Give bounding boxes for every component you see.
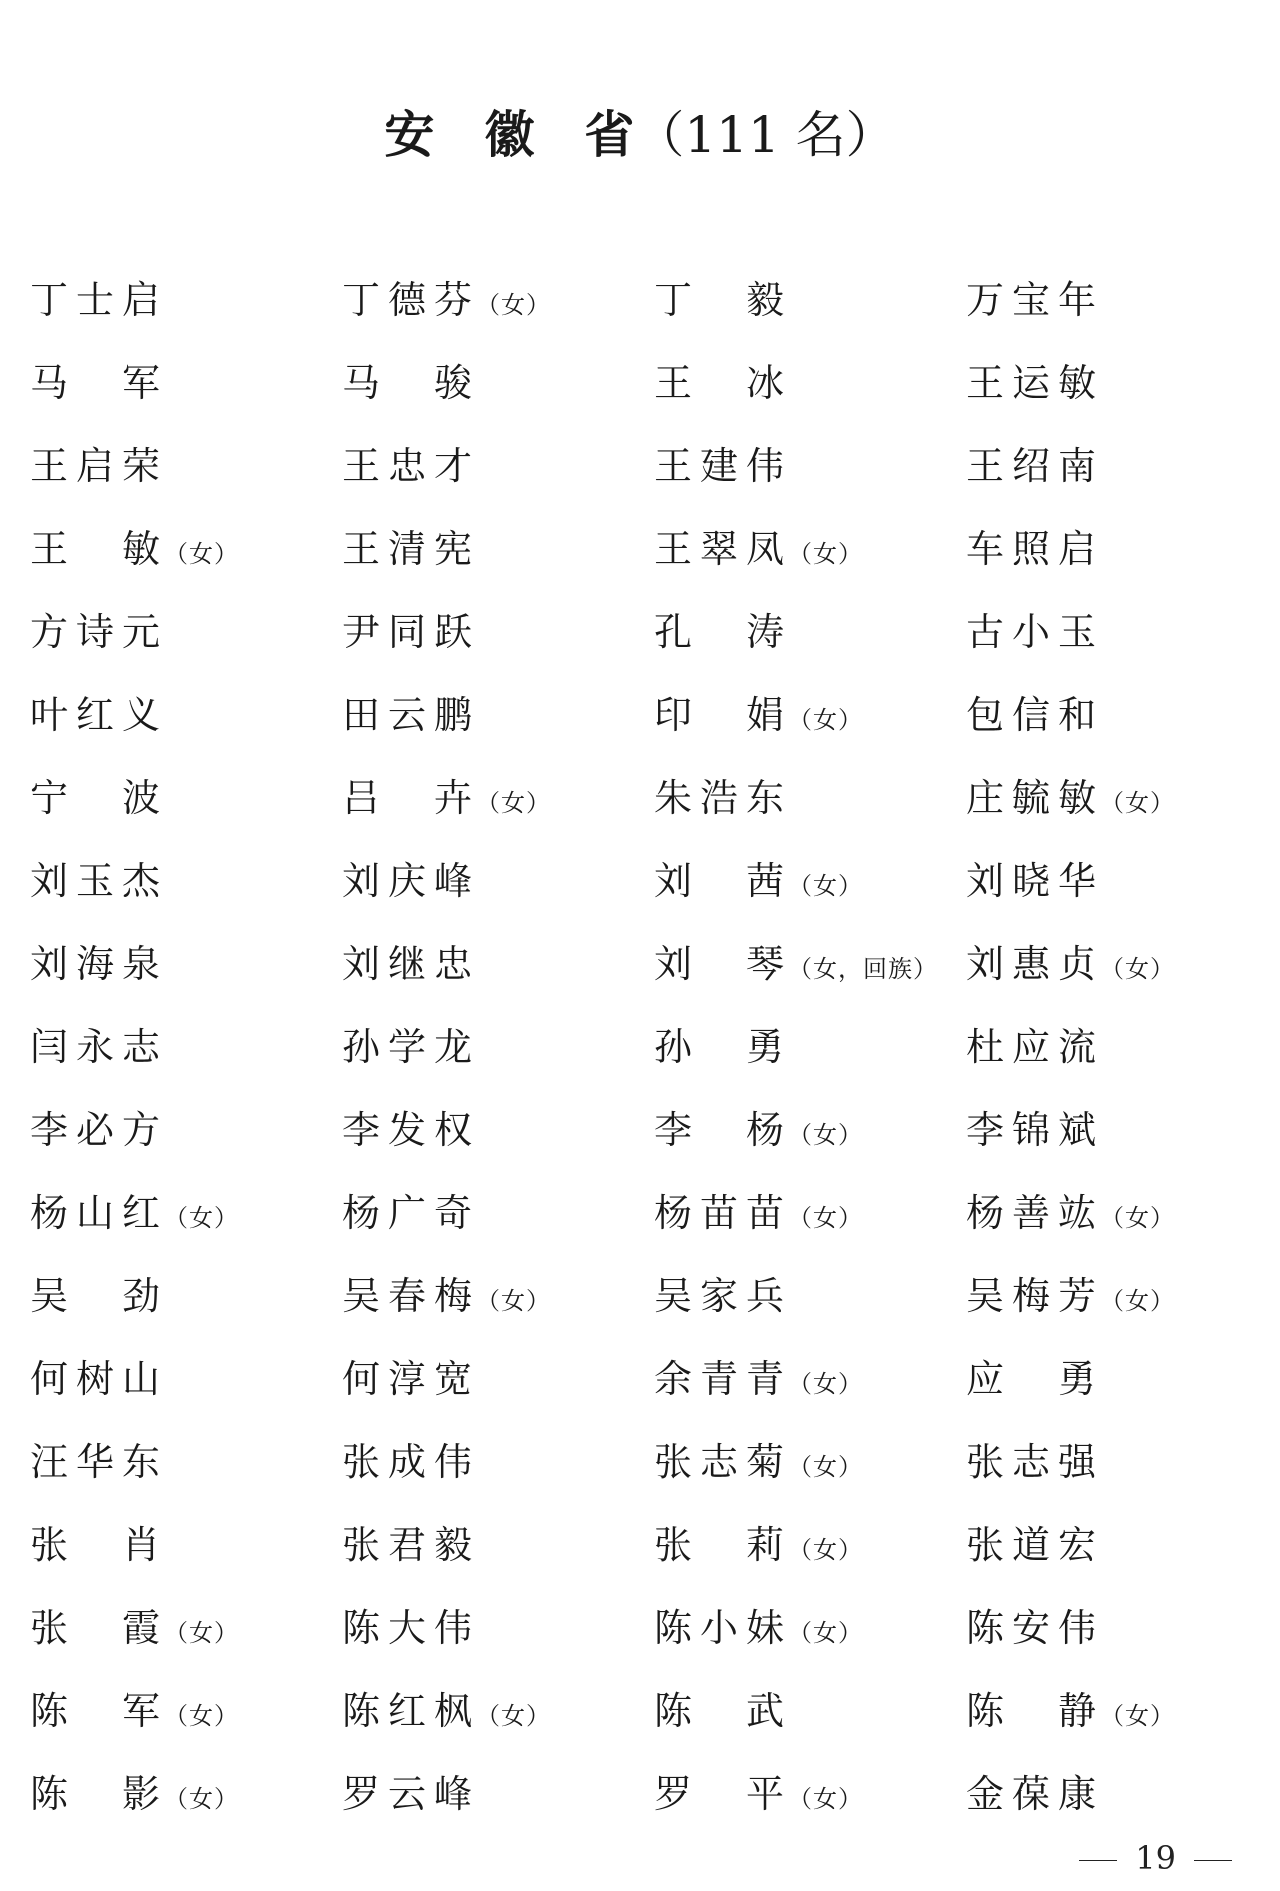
person-name: 吕 卉 bbox=[342, 776, 481, 820]
list-item bbox=[966, 353, 1250, 436]
person-name: 张 肖 bbox=[30, 1523, 169, 1567]
person-note: （女） bbox=[1100, 1204, 1176, 1232]
person-name: 张志强 bbox=[966, 1440, 1105, 1484]
list-item bbox=[966, 1349, 1250, 1432]
person-name: 刘海泉 bbox=[30, 942, 169, 986]
list-item bbox=[654, 1183, 966, 1266]
person-name: 杜应流 bbox=[966, 1025, 1105, 1069]
list-item bbox=[342, 436, 654, 519]
list-item bbox=[30, 270, 342, 353]
person-note: （女） bbox=[1100, 955, 1176, 983]
list-item bbox=[30, 1432, 342, 1515]
name-list bbox=[30, 270, 1250, 1847]
person-note: （女） bbox=[1100, 1702, 1176, 1730]
list-item bbox=[30, 1017, 342, 1100]
list-item bbox=[654, 1515, 966, 1598]
person-name: 何淳宽 bbox=[342, 1357, 481, 1401]
person-name: 陈安伟 bbox=[966, 1606, 1105, 1650]
list-item bbox=[30, 934, 342, 1017]
person-name: 刘玉杰 bbox=[30, 859, 169, 903]
person-name: 王 敏 bbox=[30, 527, 169, 571]
list-item bbox=[966, 851, 1250, 934]
list-item bbox=[654, 436, 966, 519]
list-item bbox=[342, 1349, 654, 1432]
person-name: 王忠才 bbox=[342, 444, 481, 488]
list-item bbox=[342, 353, 654, 436]
person-note: （女） bbox=[164, 1204, 240, 1232]
person-note: （女） bbox=[476, 1702, 552, 1730]
person-name: 丁士启 bbox=[30, 278, 169, 322]
person-name: 陈红枫 bbox=[342, 1689, 481, 1733]
person-note: （女） bbox=[788, 1536, 864, 1564]
person-note: （女） bbox=[1100, 1287, 1176, 1315]
list-item bbox=[966, 934, 1250, 1017]
list-item bbox=[966, 685, 1250, 768]
list-item bbox=[966, 1100, 1250, 1183]
person-name: 孔 涛 bbox=[654, 610, 793, 654]
person-name: 刘 茜 bbox=[654, 859, 793, 903]
person-note: （女） bbox=[788, 706, 864, 734]
list-item bbox=[30, 602, 342, 685]
person-name: 陈 武 bbox=[654, 1689, 793, 1733]
page-title bbox=[0, 100, 1280, 170]
person-name: 张 莉 bbox=[654, 1523, 793, 1567]
person-name: 宁 波 bbox=[30, 776, 169, 820]
list-item bbox=[966, 1764, 1250, 1847]
delegate-count: （111 名） bbox=[634, 106, 896, 164]
person-note: （女） bbox=[476, 291, 552, 319]
list-item bbox=[342, 602, 654, 685]
list-item bbox=[342, 685, 654, 768]
list-item bbox=[342, 1681, 654, 1764]
person-name: 陈小妹 bbox=[654, 1606, 793, 1650]
person-note: （女） bbox=[164, 1702, 240, 1730]
list-item bbox=[342, 768, 654, 851]
list-item bbox=[30, 1183, 342, 1266]
list-item bbox=[654, 1100, 966, 1183]
person-name: 杨广奇 bbox=[342, 1191, 481, 1235]
list-item bbox=[654, 851, 966, 934]
person-name: 吴春梅 bbox=[342, 1274, 481, 1318]
list-item bbox=[342, 934, 654, 1017]
person-note: （女） bbox=[788, 540, 864, 568]
list-item bbox=[30, 685, 342, 768]
list-item bbox=[342, 1100, 654, 1183]
list-item bbox=[30, 1681, 342, 1764]
list-item bbox=[30, 519, 342, 602]
list-item bbox=[342, 1764, 654, 1847]
list-item bbox=[654, 685, 966, 768]
person-name: 万宝年 bbox=[966, 278, 1105, 322]
list-item bbox=[654, 768, 966, 851]
list-item bbox=[342, 1432, 654, 1515]
list-item bbox=[30, 1266, 342, 1349]
list-item bbox=[30, 1349, 342, 1432]
person-name: 陈大伟 bbox=[342, 1606, 481, 1650]
person-name: 尹同跃 bbox=[342, 610, 481, 654]
person-name: 陈 军 bbox=[30, 1689, 169, 1733]
list-item bbox=[654, 270, 966, 353]
person-name: 田云鹏 bbox=[342, 693, 481, 737]
page-number: 19 bbox=[1135, 1839, 1176, 1877]
person-note: （女） bbox=[788, 1785, 864, 1813]
person-name: 王 冰 bbox=[654, 361, 793, 405]
person-name: 朱浩东 bbox=[654, 776, 793, 820]
list-item bbox=[966, 1515, 1250, 1598]
person-name: 王清宪 bbox=[342, 527, 481, 571]
person-name: 孙 勇 bbox=[654, 1025, 793, 1069]
person-name: 张成伟 bbox=[342, 1440, 481, 1484]
person-note: （女） bbox=[476, 789, 552, 817]
person-name: 罗 平 bbox=[654, 1772, 793, 1816]
list-item bbox=[966, 1598, 1250, 1681]
person-name: 丁德芬 bbox=[342, 278, 481, 322]
person-name: 罗云峰 bbox=[342, 1772, 481, 1816]
person-name: 车照启 bbox=[966, 527, 1105, 571]
list-item bbox=[30, 1515, 342, 1598]
list-item bbox=[30, 1100, 342, 1183]
person-name: 吴 劲 bbox=[30, 1274, 169, 1318]
list-item bbox=[654, 934, 966, 1017]
list-item bbox=[966, 519, 1250, 602]
person-note: （女） bbox=[788, 1204, 864, 1232]
list-item bbox=[342, 270, 654, 353]
list-item bbox=[342, 1598, 654, 1681]
list-item bbox=[966, 270, 1250, 353]
person-name: 叶红义 bbox=[30, 693, 169, 737]
person-name: 王建伟 bbox=[654, 444, 793, 488]
person-name: 张志菊 bbox=[654, 1440, 793, 1484]
list-item bbox=[342, 851, 654, 934]
person-note: （女） bbox=[1100, 789, 1176, 817]
person-name: 杨善竑 bbox=[966, 1191, 1105, 1235]
person-note: （女） bbox=[788, 1453, 864, 1481]
person-name: 杨山红 bbox=[30, 1191, 169, 1235]
list-item bbox=[654, 1681, 966, 1764]
person-name: 张 霞 bbox=[30, 1606, 169, 1650]
person-name: 刘继忠 bbox=[342, 942, 481, 986]
person-name: 闫永志 bbox=[30, 1025, 169, 1069]
person-note: （女） bbox=[788, 1121, 864, 1149]
person-name: 王运敏 bbox=[966, 361, 1105, 405]
list-item bbox=[654, 1017, 966, 1100]
person-name: 应 勇 bbox=[966, 1357, 1105, 1401]
list-item bbox=[654, 353, 966, 436]
list-item bbox=[30, 851, 342, 934]
list-item bbox=[654, 1349, 966, 1432]
person-name: 孙学龙 bbox=[342, 1025, 481, 1069]
person-note: （女） bbox=[788, 1370, 864, 1398]
person-name: 李发权 bbox=[342, 1108, 481, 1152]
person-name: 金葆康 bbox=[966, 1772, 1105, 1816]
list-item bbox=[30, 768, 342, 851]
list-item bbox=[966, 1266, 1250, 1349]
person-name: 陈 静 bbox=[966, 1689, 1105, 1733]
person-name: 丁 毅 bbox=[654, 278, 793, 322]
person-name: 汪华东 bbox=[30, 1440, 169, 1484]
list-item bbox=[966, 768, 1250, 851]
person-name: 王翠凤 bbox=[654, 527, 793, 571]
person-name: 何树山 bbox=[30, 1357, 169, 1401]
person-name: 王绍南 bbox=[966, 444, 1105, 488]
person-name: 庄毓敏 bbox=[966, 776, 1105, 820]
list-item bbox=[966, 1432, 1250, 1515]
list-item bbox=[30, 1764, 342, 1847]
person-name: 李 杨 bbox=[654, 1108, 793, 1152]
person-note: （女） bbox=[164, 1785, 240, 1813]
list-item bbox=[30, 436, 342, 519]
person-note: （女，回族） bbox=[788, 955, 939, 983]
person-name: 刘庆峰 bbox=[342, 859, 481, 903]
list-item bbox=[342, 519, 654, 602]
list-item bbox=[654, 519, 966, 602]
list-item bbox=[966, 1681, 1250, 1764]
list-item bbox=[342, 1017, 654, 1100]
person-name: 刘惠贞 bbox=[966, 942, 1105, 986]
person-name: 马 军 bbox=[30, 361, 169, 405]
person-name: 包信和 bbox=[966, 693, 1105, 737]
person-note: （女） bbox=[476, 1287, 552, 1315]
list-item bbox=[966, 1017, 1250, 1100]
person-name: 李必方 bbox=[30, 1108, 169, 1152]
person-name: 方诗元 bbox=[30, 610, 169, 654]
person-name: 印 娟 bbox=[654, 693, 793, 737]
list-item bbox=[30, 1598, 342, 1681]
footer-dash-left bbox=[1079, 1860, 1117, 1861]
list-item bbox=[966, 1183, 1250, 1266]
person-name: 杨苗苗 bbox=[654, 1191, 793, 1235]
person-name: 李锦斌 bbox=[966, 1108, 1105, 1152]
person-name: 吴梅芳 bbox=[966, 1274, 1105, 1318]
list-item bbox=[966, 436, 1250, 519]
list-item bbox=[654, 602, 966, 685]
person-note: （女） bbox=[164, 540, 240, 568]
person-name: 王启荣 bbox=[30, 444, 169, 488]
person-note: （女） bbox=[164, 1619, 240, 1647]
person-note: （女） bbox=[788, 872, 864, 900]
person-name: 张君毅 bbox=[342, 1523, 481, 1567]
footer-dash-right bbox=[1194, 1860, 1232, 1861]
person-name: 马 骏 bbox=[342, 361, 481, 405]
list-item bbox=[654, 1266, 966, 1349]
province-title: 安 徽 省 bbox=[384, 105, 635, 164]
list-item bbox=[654, 1432, 966, 1515]
list-item bbox=[342, 1183, 654, 1266]
person-name: 刘晓华 bbox=[966, 859, 1105, 903]
list-item bbox=[342, 1515, 654, 1598]
person-name: 陈 影 bbox=[30, 1772, 169, 1816]
page-footer bbox=[1061, 1838, 1250, 1878]
person-name: 余青青 bbox=[654, 1357, 793, 1401]
person-name: 吴家兵 bbox=[654, 1274, 793, 1318]
list-item bbox=[342, 1266, 654, 1349]
list-item bbox=[966, 602, 1250, 685]
person-name: 刘 琴 bbox=[654, 942, 793, 986]
person-note: （女） bbox=[788, 1619, 864, 1647]
list-item bbox=[654, 1598, 966, 1681]
person-name: 古小玉 bbox=[966, 610, 1105, 654]
list-item bbox=[30, 353, 342, 436]
person-name: 张道宏 bbox=[966, 1523, 1105, 1567]
list-item bbox=[654, 1764, 966, 1847]
